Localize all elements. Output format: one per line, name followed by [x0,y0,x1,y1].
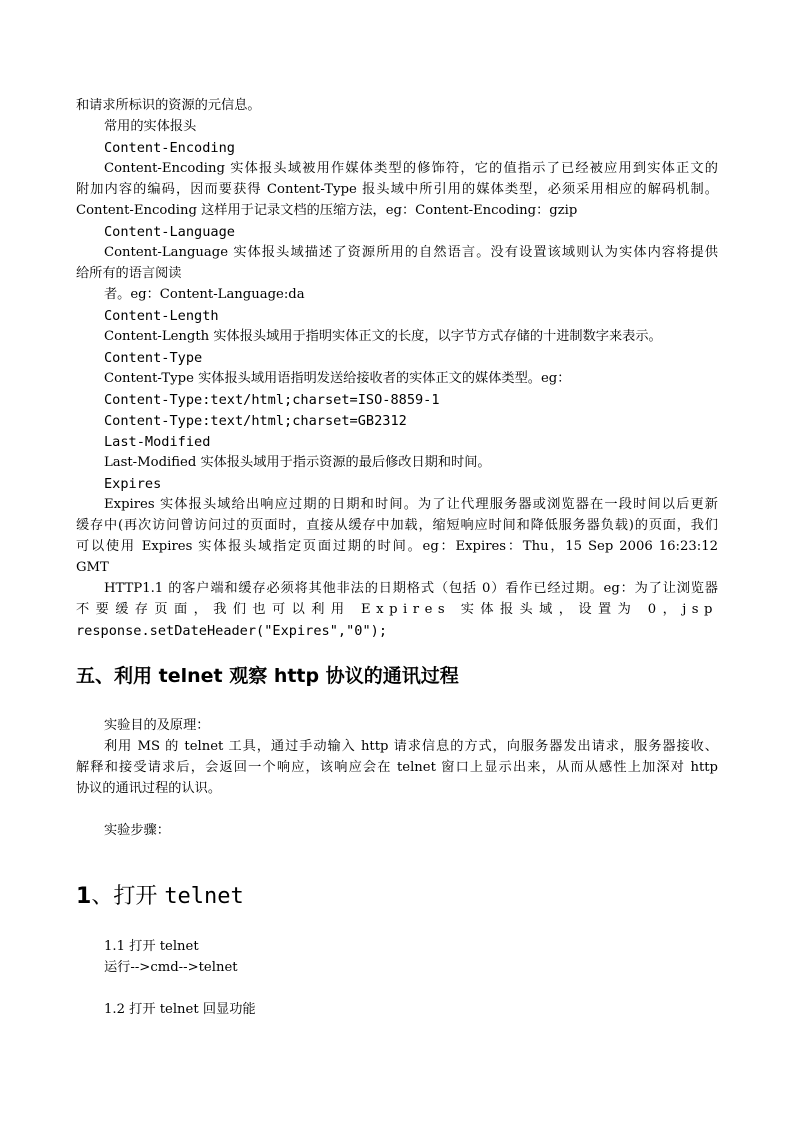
steps-label: 实验步骤： [104,823,170,838]
content-length-heading: Content-Length [104,308,219,324]
content-encoding-paragraph: 附加内容的编码，因而要获得 Content-Type 报头域中所引用的媒体类型，必须采用相应的解码机制。 [76,182,718,197]
expires-heading: Expires [104,476,162,492]
entity-headers-label: 常用的实体报头 [104,119,197,134]
purpose-paragraph: 解释和接受请求后，会返回一个响应，该响应会在 telnet 窗口上显示出来，从而从感性上加深对 http [76,760,718,775]
last-modified-paragraph: Last-Modified 实体报头域用于指示资源的最后修改日期和时间。 [104,455,491,470]
section-5-title: 五、利用 telnet 观察 http 协议的通讯过程 [76,665,459,687]
expires-paragraph: Expires 实体报头域给出响应过期的日期和时间。为了让代理服务器或浏览器在一段时间以后更新 [104,497,718,512]
content-language-heading: Content-Language [104,224,235,240]
step-1-1-detail: 运行-->cmd-->telnet [104,960,238,975]
step-1-1-heading: 1.1 打开 telnet [104,939,199,954]
content-length-paragraph: Content-Length 实体报头域用于指明实体正文的长度，以字节方式存储的十进制数字来表示。 [104,329,662,344]
step-1-heading [76,882,244,912]
content-encoding-paragraph: Content-Encoding 实体报头域被用作媒体类型的修饰符，它的值指示了已经被应用到实体正文的 [104,161,718,176]
content-encoding-paragraph: Content-Encoding 这样用于记录文档的压缩方法，eg：Content-Encoding：gzip [76,203,578,218]
expires-paragraph: 不要缓存页面，我们也可以利用 Expires 实体报头域，设置为 0，jsp [76,602,718,617]
step-1-2-heading: 1.2 打开 telnet 回显功能 [104,1002,256,1017]
content-type-paragraph: Content-Type 实体报头域用语指明发送给接收者的实体正文的媒体类型。eg： [104,371,571,386]
intro-line: 和请求所标识的资源的元信息。 [76,98,261,113]
content-language-paragraph: 者。eg：Content-Language:da [104,287,305,302]
expires-code: response.setDateHeader("Expires","0"); [76,623,387,639]
expires-paragraph: HTTP1.1 的客户端和缓存必须将其他非法的日期格式（包括 0）看作已经过期。eg：为了让浏览器 [104,581,718,596]
content-language-paragraph: 给所有的语言阅读 [76,266,182,281]
content-type-heading: Content-Type [104,350,203,366]
step-1-title-code: telnet [164,884,244,909]
step-1-number: 1 [76,884,92,909]
expires-paragraph: 可以使用 Expires 实体报头域指定页面过期的时间。eg：Expires：Thu，15 Sep 2006 16:23:12 [76,539,718,554]
content-type-example: Content-Type:text/html;charset=ISO-8859-1 [104,392,440,408]
purpose-paragraph: 协议的通讯过程的认识。 [76,781,222,796]
content-type-example: Content-Type:text/html;charset=GB2312 [104,413,407,429]
content-language-paragraph: Content-Language 实体报头域描述了资源所用的自然语言。没有设置该域则认为实体内容将提供 [104,245,718,260]
step-1-title: 、打开 [91,884,165,909]
purpose-paragraph: 利用 MS 的 telnet 工具，通过手动输入 http 请求信息的方式，向服务器发出请求，服务器接收、 [104,739,718,754]
expires-paragraph: GMT [76,560,109,575]
content-encoding-heading: Content-Encoding [104,140,235,156]
last-modified-heading: Last-Modified [104,434,211,450]
expires-paragraph: 缓存中(再次访问曾访问过的页面时，直接从缓存中加载，缩短响应时间和降低服务器负载)的页面，我们 [76,518,718,533]
purpose-label: 实验目的及原理： [104,718,210,733]
